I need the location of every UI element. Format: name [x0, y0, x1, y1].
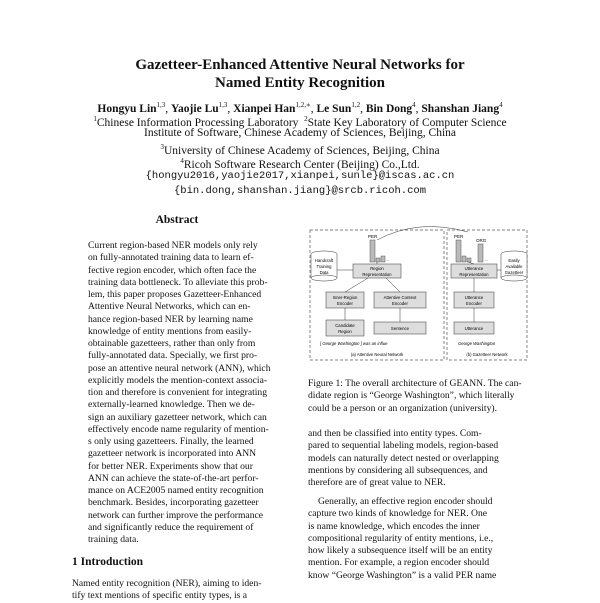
figure-caption [308, 378, 532, 415]
left-panel-caption: (a) Attentive Neural Network [350, 352, 404, 357]
text-line: tify text mentions of specific entity types, is a [72, 590, 248, 602]
svg-text:Representation: Representation [362, 272, 392, 277]
section-heading-introduction: 1 Introduction [72, 556, 144, 568]
left-example-sentence: [ George Washington ] was an influe [320, 341, 388, 346]
affil-text: Ricoh Software Research Center (Beijing) Co.,Ltd. [183, 158, 420, 171]
svg-text:Utterance: Utterance [464, 266, 484, 271]
author-sup: 4 [499, 101, 503, 109]
abstract-body [88, 240, 278, 546]
svg-text:Data: Data [319, 270, 329, 275]
region-representation-box [353, 264, 401, 278]
email-line-1: {hongyu2016,yaojie2017,xianpei,sunle}@iscas.ac.cn [145, 170, 455, 182]
svg-text:Available: Available [505, 264, 523, 269]
text-line: didate region is “George Washington”, which literally [308, 390, 515, 402]
introduction-body [72, 578, 292, 603]
svg-text:Encoder: Encoder [391, 301, 409, 306]
text-line: hance region-based NER by learning name [88, 313, 253, 325]
svg-text:Encoder: Encoder [336, 301, 354, 306]
text-line: pared to sequential labeling models, region-based [308, 440, 499, 452]
affil-text: University of Chinese Academy of Sciences, Beijing, China [163, 144, 440, 157]
author-sup: 1,3 [218, 101, 228, 109]
sentence-box [374, 322, 426, 334]
text-line: how likely a subsequence itself will be an entity [308, 545, 493, 556]
affil-text: State Key Laboratory of Computer Science [307, 116, 507, 129]
left-per-label: PER [368, 234, 378, 239]
svg-text:Utterance: Utterance [464, 295, 484, 300]
text-line: therefore are of great value to NER. [308, 477, 446, 488]
svg-text:Encoder: Encoder [465, 301, 483, 306]
svg-text:Region: Region [370, 266, 384, 271]
text-line: mention. For example, a region encoder should [308, 557, 490, 569]
text-line: externally-learned knowledge. Then we de- [88, 399, 255, 411]
text-line: benchmark. Besides, incorporating gazetteer [88, 497, 259, 509]
paper-title [0, 56, 600, 92]
text-line: lem, this paper proposes Gazetteer-Enhanced [88, 289, 262, 300]
author-name: Hongyu Lin [97, 102, 157, 115]
author-sup: 4 [412, 101, 416, 109]
right-example: George Washington [458, 341, 496, 346]
architecture-diagram [308, 212, 530, 370]
affil-sup: 3 [160, 143, 164, 151]
right-column-paragraph-1 [308, 428, 532, 489]
utterance-encoder-box [454, 292, 494, 308]
text-line: sign an auxiliary gazetteer network, which can [88, 411, 267, 423]
text-line: pose an attentive neural network (ANN), which [88, 362, 271, 374]
author-list: Hongyu Lin$^{1,3}$, Yaojie Lu$^{1,3}$, Xianpei Han$^{1,2,∗}$, Le Sun$^{1,2}$, Bin Dong$^4$, Shanshan Jiang$^4$ [97, 101, 503, 115]
text-line: training data. [88, 534, 139, 545]
text-line: compositional regularity of entity mentions, i.e., [308, 532, 494, 544]
title-line-1: Gazetteer-Enhanced Attentive Neural Networks for [135, 57, 465, 73]
svg-text:Representation: Representation [459, 272, 489, 277]
author-sup: 1,3 [156, 101, 166, 109]
title-line-2: Named Entity Recognition [215, 75, 385, 91]
attentive-context-encoder-box [374, 292, 426, 308]
author-sup: 1,2,∗ [295, 101, 311, 109]
author-name: Xianpei Han [233, 102, 296, 115]
text-line: tion and therefore is convenient for integrating [88, 387, 268, 398]
utterance-box [454, 322, 494, 334]
svg-text:Easily: Easily [508, 258, 520, 263]
svg-text:Utterance: Utterance [464, 326, 484, 331]
text-line: explicitly models the mention-context associa- [88, 374, 268, 386]
text-line: gazetteer network is incorporated into ANN [88, 448, 257, 460]
svg-text:Handcraft: Handcraft [314, 258, 334, 263]
svg-text:Candidate: Candidate [335, 323, 355, 328]
text-line: Current region-based NER models only rely [88, 240, 258, 251]
text-line: network can further improve the performance [88, 509, 264, 521]
right-per-label: PER [454, 234, 464, 239]
affil-text: Chinese Information Processing Laboratory [96, 116, 299, 129]
svg-text:Training: Training [316, 264, 332, 269]
text-line: and then be classified into entity types. Com- [308, 428, 482, 439]
text-line: Generally, an effective region encoder should [318, 496, 493, 507]
text-line: and significantly reduce the requirement of [88, 521, 254, 533]
right-org-label: ORG [476, 238, 487, 243]
left-ellipsis: ... [386, 257, 390, 262]
author-name: Le Sun [316, 102, 352, 115]
right-output-histogram [454, 234, 488, 262]
text-line: effectively encode name regularity of mention- [88, 423, 269, 435]
left-output-histogram [368, 234, 389, 262]
right-panel-caption: (b) Gazetteer Network [466, 352, 508, 357]
text-line: training data bottleneck. To alleviate this prob- [88, 276, 268, 288]
easily-available-gazetteer [501, 251, 527, 281]
text-line: on fully-annotated training data to learn ef- [88, 252, 254, 264]
author-name: Bin Dong [365, 102, 413, 115]
candidate-region-box [326, 320, 364, 336]
text-line: models can naturally detect nested or overlapping [308, 452, 499, 464]
utterance-representation-box [451, 264, 497, 278]
text-line: could be a person or an organization (university). [308, 402, 497, 414]
abstract-heading: Abstract [155, 214, 199, 226]
text-line: obtainable gazetteers, rather than only from [88, 338, 256, 349]
text-line: is name knowledge, which encodes the inner [308, 520, 480, 532]
affil-sup: 4 [180, 157, 184, 165]
author-name: Shanshan Jiang [421, 102, 500, 115]
text-line: mance on ACE2005 named entity recognition [88, 485, 264, 496]
affil-sup: 2 [304, 115, 308, 123]
text-line: fective region encoder, which often face the [88, 264, 257, 276]
text-line: Named entity recognition (NER), aiming to iden- [72, 578, 262, 589]
text-line: mentions by considering all subsequences, and [308, 464, 488, 476]
svg-text:Sentence: Sentence [390, 326, 410, 331]
svg-text:...: ... [485, 257, 489, 262]
text-line: s only using gazetteers. Finally, the learned [88, 436, 254, 447]
text-line: for better NER. Experiments show that our [88, 460, 253, 472]
author-sup: 1,2 [351, 101, 361, 109]
figure-1 [308, 212, 530, 370]
right-column-paragraph-2 [308, 496, 532, 582]
inner-region-encoder-box [326, 292, 364, 308]
affiliation-line-2: Institute of Software, Chinese Academy of Sciences, Beijing, China [143, 127, 457, 139]
affil-sup: 1 [93, 115, 97, 123]
text-line: know “George Washington” is a valid PER name [308, 569, 497, 581]
text-line: Attentive Neural Networks, which can en- [88, 301, 251, 313]
text-line: ANN can achieve the state-of-the-art perfor- [88, 472, 259, 484]
text-line: fully-annotated data. Specially, we first pro- [88, 350, 258, 362]
handcraft-training-data [311, 251, 337, 281]
text-line: knowledge of entity mentions from easily- [88, 325, 252, 337]
svg-text:Attentive Context: Attentive Context [383, 295, 417, 300]
svg-text:Inner-Region: Inner-Region [332, 295, 358, 300]
text-line: Figure 1: The overall architecture of GEANN. The can- [308, 378, 522, 389]
text-line: capture two kinds of knowledge for NER. One [308, 508, 488, 520]
email-line-2: {bin.dong,shanshan.jiang}@srcb.ricoh.com [173, 185, 427, 197]
svg-text:Gazetteer: Gazetteer [504, 270, 524, 275]
author-name: Yaojie Lu [171, 102, 219, 115]
svg-text:Region: Region [338, 329, 352, 334]
